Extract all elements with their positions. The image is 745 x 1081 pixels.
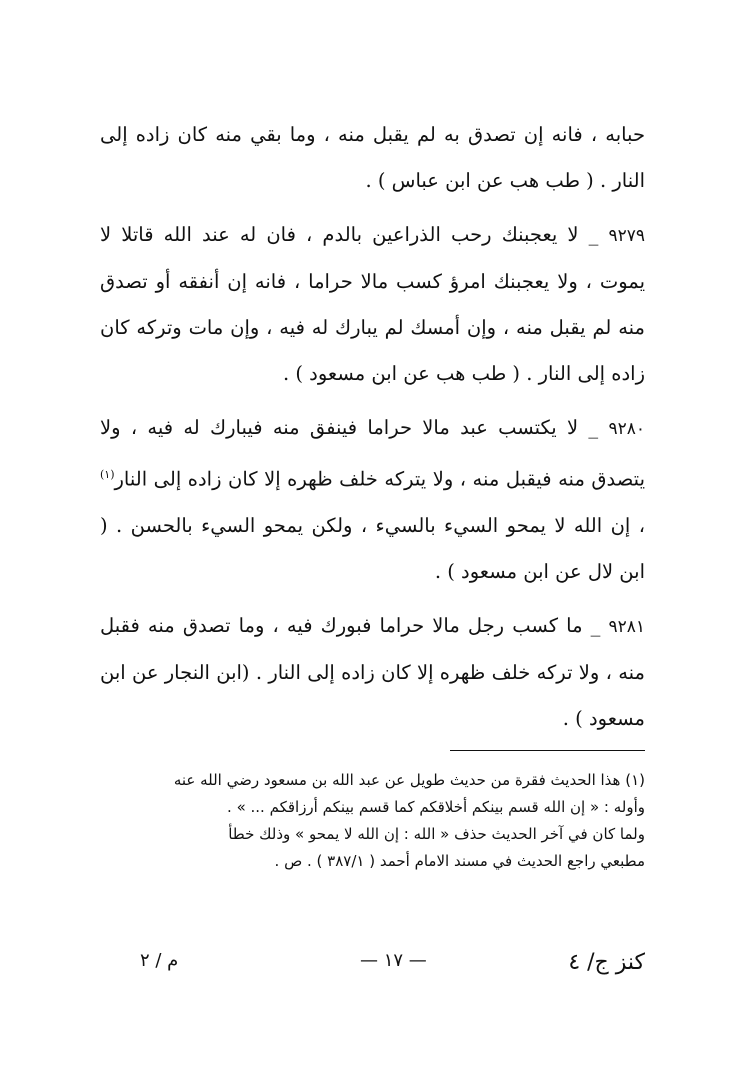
hadith-number: ٩٢٨١	[608, 616, 646, 637]
footnote-divider	[450, 750, 645, 751]
continuation-paragraph: حبابه ، فانه إن تصدق به لم يقبل منه ، وما بقي منه كان زاده إلى النار . ( طب هب عن ابن عباس ) .	[100, 123, 645, 192]
footnote-line: وأوله : « إن الله قسم بينكم أخلاقكم كما قسم بينكم أرزاقكم ... » .	[227, 797, 645, 816]
hadith-9279	[100, 212, 645, 397]
hadith-text: _ ما كسب رجل مالا حراما فبورك فيه ، وما تصدق منه فقبل منه ، ولا تركه خلف ظهره إلا كان زاده إلى النار . (ابن النجار عن ابن مسعود ) .	[100, 613, 645, 730]
sheet-mark: م / ٢	[140, 950, 179, 971]
hadith-number: ٩٢٧٩	[608, 226, 645, 246]
page-number: — ١٧ —	[360, 950, 427, 971]
main-text	[100, 112, 645, 742]
signature-mark: كنز ج/ ٤	[568, 950, 645, 975]
footnote-line: ولما كان في آخر الحديث حذف « الله : إن الله لا يمحو » وذلك خطأ	[228, 824, 645, 843]
footnote	[100, 767, 645, 875]
hadith-9280	[100, 405, 645, 595]
page-content	[100, 112, 645, 875]
hadith-text: _ لا يعجبنك رحب الذراعين بالدم ، فان له عند الله قاتلا لا يموت ، ولا يعجبنك امرؤ كسب مالا حراما ، فانه إن أنفقه أو تصدق منه لم يقبل منه ، وإن أمسك لم يبارك له فيه ، وإن مات وتركه كان زاده إلى النار . ( طب هب عن ابن مسعود ) .	[100, 223, 645, 385]
footnote-reference[interactable]: (١)	[100, 468, 115, 481]
footnote-line: (١) هذا الحديث فقرة من حديث طويل عن عبد الله بن مسعود رضي الله عنه	[173, 770, 645, 789]
hadith-text-part-a: _ لا يكتسب عبد مالا حراما فينفق منه فيبارك له فيه ، ولا يتصدق منه فيقبل منه ، ولا يتركه خلف ظهره إلا كان زاده إلى النار	[100, 416, 645, 491]
hadith-9281	[100, 603, 645, 742]
hadith-number: ٩٢٨٠	[608, 419, 646, 439]
footnote-line: مطبعي راجع الحديث في مسند الامام أحمد ( ٣٨٧/١ ) . ص .	[274, 851, 645, 870]
hadith-text-part-b: ، إن الله لا يمحو السيء بالسيء ، ولكن يمحو السيء بالحسن . ( ابن لال عن ابن مسعود ) .	[100, 513, 645, 583]
page-footer	[140, 950, 645, 990]
